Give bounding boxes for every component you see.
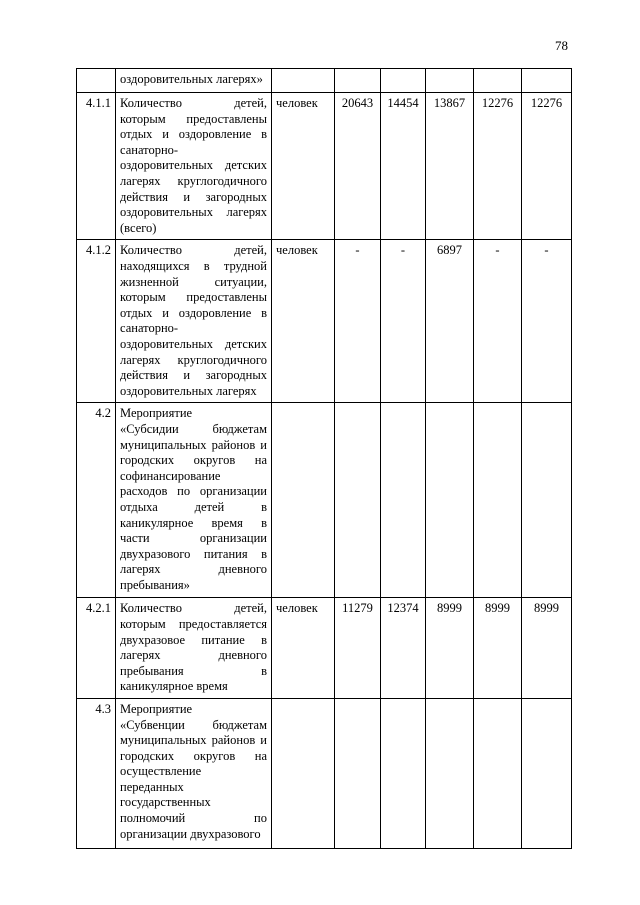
description-line: переданных bbox=[120, 779, 184, 794]
unit-cell bbox=[272, 69, 335, 93]
value-cell: - bbox=[335, 240, 381, 403]
description-line: оздоровительных лагерях» bbox=[120, 72, 263, 86]
description-line: двухразового питания в bbox=[120, 546, 267, 561]
description-line: действия и загородных bbox=[120, 189, 267, 204]
description-line: расходов по организации bbox=[120, 484, 267, 499]
value-cell bbox=[335, 698, 381, 848]
table-row bbox=[77, 598, 572, 699]
description-line: осуществление bbox=[120, 764, 202, 779]
value-cell bbox=[474, 403, 522, 598]
description-line: лагерях дневного bbox=[120, 648, 267, 663]
description-line: пребывания в bbox=[120, 663, 267, 678]
description-line: софинансирование bbox=[120, 468, 221, 483]
description-line: которым предоставлены bbox=[120, 290, 267, 305]
row-number-cell: 4.1.2 bbox=[77, 240, 116, 403]
description-line: организации двухразового bbox=[120, 826, 261, 841]
table-row bbox=[77, 240, 572, 403]
description-line: оздоровительных детских bbox=[120, 336, 267, 351]
value-cell: 12374 bbox=[381, 598, 426, 699]
value-cell: 13867 bbox=[426, 93, 474, 240]
value-cell bbox=[381, 403, 426, 598]
value-cell: 8999 bbox=[474, 598, 522, 699]
value-cell bbox=[426, 698, 474, 848]
description-line: отдых и оздоровление в bbox=[120, 127, 267, 142]
unit-cell bbox=[272, 403, 335, 598]
description-cell bbox=[116, 69, 272, 93]
description-line: (всего) bbox=[120, 220, 157, 235]
unit-cell: человек bbox=[272, 598, 335, 699]
description-line: санаторно- bbox=[120, 321, 179, 336]
description-line: Количество детей, bbox=[120, 96, 267, 110]
description-line: отдыха детей в bbox=[120, 499, 267, 514]
description-line: «Субвенции бюджетам bbox=[120, 717, 267, 732]
unit-cell: человек bbox=[272, 93, 335, 240]
value-cell bbox=[474, 698, 522, 848]
row-number-cell: 4.2.1 bbox=[77, 598, 116, 699]
unit-cell bbox=[272, 698, 335, 848]
value-cell: - bbox=[522, 240, 572, 403]
description-line: которым предоставляется bbox=[120, 616, 267, 631]
value-cell: 20643 bbox=[335, 93, 381, 240]
table-row bbox=[77, 69, 572, 93]
table-body bbox=[77, 69, 572, 849]
description-cell bbox=[116, 240, 272, 403]
row-number-cell bbox=[77, 69, 116, 93]
value-cell: - bbox=[474, 240, 522, 403]
description-line: муниципальных районов и bbox=[120, 733, 267, 748]
description-line: находящихся в трудной bbox=[120, 258, 267, 273]
value-cell: 12276 bbox=[522, 93, 572, 240]
description-line: государственных bbox=[120, 795, 211, 810]
description-line: оздоровительных лагерях bbox=[120, 205, 267, 220]
description-line: санаторно- bbox=[120, 142, 179, 157]
value-cell: 6897 bbox=[426, 240, 474, 403]
value-cell bbox=[381, 69, 426, 93]
row-number-cell: 4.2 bbox=[77, 403, 116, 598]
table-row bbox=[77, 403, 572, 598]
description-line: части организации bbox=[120, 531, 267, 546]
value-cell bbox=[381, 698, 426, 848]
value-cell: 12276 bbox=[474, 93, 522, 240]
table-row bbox=[77, 93, 572, 240]
description-cell bbox=[116, 598, 272, 699]
description-line: Количество детей, bbox=[120, 243, 267, 258]
unit-cell: человек bbox=[272, 240, 335, 403]
description-line: двухразовое питание в bbox=[120, 632, 267, 647]
value-cell bbox=[426, 403, 474, 598]
description-cell bbox=[116, 698, 272, 848]
program-indicators-table bbox=[76, 68, 572, 849]
description-line: лагерях дневного bbox=[120, 562, 267, 577]
value-cell bbox=[335, 403, 381, 598]
description-line: Количество детей, bbox=[120, 601, 267, 616]
description-line: жизненной ситуации, bbox=[120, 274, 267, 289]
row-number-cell: 4.1.1 bbox=[77, 93, 116, 240]
value-cell: 11279 bbox=[335, 598, 381, 699]
value-cell: 14454 bbox=[381, 93, 426, 240]
description-line: каникулярное время bbox=[120, 679, 228, 694]
description-line: городских округов на bbox=[120, 453, 267, 468]
description-cell bbox=[116, 93, 272, 240]
value-cell bbox=[474, 69, 522, 93]
value-cell: - bbox=[381, 240, 426, 403]
value-cell: 8999 bbox=[522, 598, 572, 699]
value-cell bbox=[522, 403, 572, 598]
description-line: Мероприятие bbox=[120, 406, 193, 421]
value-cell bbox=[335, 69, 381, 93]
description-line: оздоровительных лагерях bbox=[120, 383, 257, 398]
value-cell bbox=[522, 69, 572, 93]
table-row bbox=[77, 698, 572, 848]
value-cell bbox=[522, 698, 572, 848]
description-line: Мероприятие bbox=[120, 701, 193, 716]
description-line: отдых и оздоровление в bbox=[120, 305, 267, 320]
description-line: пребывания» bbox=[120, 577, 190, 592]
description-cell bbox=[116, 403, 272, 598]
description-line: лагерях круглогодичного bbox=[120, 352, 267, 367]
description-line: действия и загородных bbox=[120, 368, 267, 383]
description-line: «Субсидии бюджетам bbox=[120, 421, 267, 436]
description-line: городских округов на bbox=[120, 748, 267, 763]
description-line: лагерях круглогодичного bbox=[120, 173, 267, 188]
value-cell bbox=[426, 69, 474, 93]
description-line: муниципальных районов и bbox=[120, 437, 267, 452]
value-cell: 8999 bbox=[426, 598, 474, 699]
description-line: оздоровительных детских bbox=[120, 158, 267, 173]
description-line: которым предоставлены bbox=[120, 111, 267, 126]
description-line: каникулярное время в bbox=[120, 515, 267, 530]
description-line: полномочий по bbox=[120, 811, 267, 826]
page-number: 78 bbox=[555, 38, 568, 53]
row-number-cell: 4.3 bbox=[77, 698, 116, 848]
